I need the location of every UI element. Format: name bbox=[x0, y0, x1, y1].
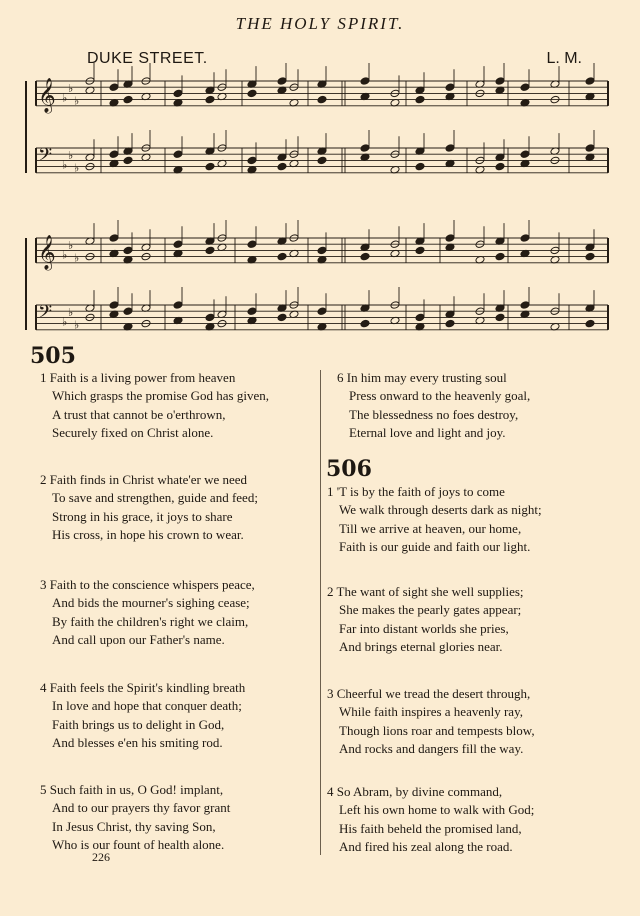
note-head bbox=[173, 301, 183, 310]
bass-clef-icon: 𝄢 bbox=[38, 145, 53, 170]
stanza-line: Left his own home to walk with God; bbox=[339, 802, 535, 818]
stanza-line: Strong in his grace, it joys to share bbox=[52, 508, 233, 524]
stanza-line: 2 Faith finds in Christ whate'er we need bbox=[40, 472, 248, 487]
note-head bbox=[109, 83, 119, 92]
hymn-505-stanza-6 bbox=[337, 369, 530, 443]
note-head bbox=[247, 89, 257, 98]
stanza-line: 3 Faith to the conscience whispers peace, bbox=[40, 577, 255, 592]
note-head bbox=[277, 77, 287, 86]
note-head bbox=[495, 77, 505, 86]
note-head bbox=[317, 307, 327, 316]
music-score bbox=[0, 0, 640, 345]
note-head bbox=[277, 162, 287, 171]
note-head bbox=[123, 156, 133, 165]
note-head bbox=[123, 95, 133, 104]
note-head bbox=[109, 150, 119, 159]
note-head bbox=[495, 162, 505, 171]
stanza-line: In love and hope that conquer death; bbox=[52, 698, 242, 714]
flat-icon: ♭ bbox=[74, 94, 80, 108]
meter: L. M. bbox=[546, 50, 582, 67]
stanza-line: She makes the pearly gates appear; bbox=[339, 602, 522, 618]
stanza-line: 2 The want of sight she well supplies; bbox=[327, 584, 524, 599]
stanza-line: We walk through deserts dark as night; bbox=[339, 502, 542, 518]
stanza-line: Though lions roar and tempests blow, bbox=[339, 722, 535, 738]
hymn-505-stanza-3 bbox=[40, 576, 255, 650]
flat-icon: ♭ bbox=[68, 306, 74, 320]
stanza-line: Securely fixed on Christ alone. bbox=[52, 425, 214, 441]
stanza-line: 3 Cheerful we tread the desert through, bbox=[327, 686, 531, 701]
note-head bbox=[415, 246, 425, 255]
stanza-line: Who is our fount of health alone. bbox=[52, 837, 225, 853]
stanza-line: Which grasps the promise God has given, bbox=[52, 388, 269, 404]
stanza-line: And blesses e'en his smiting rod. bbox=[52, 735, 223, 751]
tune-name: DUKE STREET. bbox=[87, 50, 208, 67]
stanza-line: 1 Faith is a living power from heaven bbox=[40, 370, 236, 385]
stanza-line: In Jesus Christ, thy saving Son, bbox=[52, 818, 216, 834]
stanza-line: And to our prayers thy favor grant bbox=[52, 800, 231, 816]
stanza-line: 1 'T is by the faith of joys to come bbox=[327, 484, 505, 499]
stanza-line: Faith brings us to delight in God, bbox=[52, 716, 225, 732]
stanza-line: And bids the mourner's sighing cease; bbox=[52, 595, 250, 611]
hymn-506-number: 506 bbox=[326, 456, 372, 482]
flat-icon: ♭ bbox=[68, 82, 74, 96]
stanza-line: By faith the children's right we claim, bbox=[52, 613, 249, 629]
hymn-506-stanza-4 bbox=[327, 783, 534, 857]
note-head bbox=[585, 252, 595, 261]
stanza-line: To save and strengthen, guide and feed; bbox=[52, 490, 258, 506]
page-number: 226 bbox=[92, 850, 110, 864]
flat-icon: ♭ bbox=[74, 161, 80, 175]
flat-icon: ♭ bbox=[68, 149, 74, 163]
treble-clef-icon: 𝄞 bbox=[38, 78, 56, 113]
bass-clef-icon: 𝄢 bbox=[38, 302, 53, 327]
note-head bbox=[277, 313, 287, 322]
stanza-line: His faith beheld the promised land, bbox=[339, 820, 522, 836]
note-head bbox=[585, 144, 595, 153]
note-head bbox=[360, 252, 370, 261]
note-head bbox=[277, 252, 287, 261]
flat-icon: ♭ bbox=[68, 239, 74, 253]
flat-icon: ♭ bbox=[62, 91, 68, 105]
note-head bbox=[415, 162, 425, 171]
note-head bbox=[205, 313, 215, 322]
hymn-506-stanza-2 bbox=[327, 583, 524, 657]
note-head bbox=[520, 234, 530, 243]
stanza-line: And brings eternal glories near. bbox=[339, 639, 503, 655]
note-head bbox=[205, 95, 215, 104]
note-head bbox=[495, 313, 505, 322]
note-head bbox=[205, 162, 215, 171]
note-head bbox=[317, 246, 327, 255]
note-head bbox=[109, 234, 119, 243]
stanza-line: The blessedness no foes destroy, bbox=[349, 406, 519, 422]
note-head bbox=[415, 95, 425, 104]
flat-icon: ♭ bbox=[74, 251, 80, 265]
note-head bbox=[520, 301, 530, 310]
hymn-505-stanza-4 bbox=[40, 679, 245, 753]
hymn-505-stanza-1 bbox=[40, 369, 269, 443]
column-divider bbox=[320, 370, 321, 855]
note-head bbox=[173, 150, 183, 159]
hymn-506-stanza-1 bbox=[327, 483, 542, 557]
note-head bbox=[360, 77, 370, 86]
note-head bbox=[123, 307, 133, 316]
note-head bbox=[520, 83, 530, 92]
note-head bbox=[247, 240, 257, 249]
note-head bbox=[360, 144, 370, 153]
note-head bbox=[123, 246, 133, 255]
stanza-line: Till we arrive at heaven, our home, bbox=[339, 520, 522, 536]
note-head bbox=[585, 77, 595, 86]
stanza-line: Eternal love and light and joy. bbox=[349, 425, 506, 441]
stanza-line: And call upon our Father's name. bbox=[52, 632, 225, 648]
note-head bbox=[445, 83, 455, 92]
note-head bbox=[317, 156, 327, 165]
stanza-line: Far into distant worlds she pries, bbox=[339, 620, 509, 636]
note-head bbox=[109, 301, 119, 310]
stanza-line: 5 Such faith in us, O God! implant, bbox=[40, 782, 224, 797]
note-head bbox=[173, 89, 183, 98]
hymn-505-stanza-5 bbox=[40, 781, 230, 855]
note-head bbox=[317, 95, 327, 104]
stanza-line: Faith is our guide and faith our light. bbox=[339, 539, 531, 555]
treble-clef-icon: 𝄞 bbox=[38, 235, 56, 270]
flat-icon: ♭ bbox=[62, 158, 68, 172]
stanza-line: His cross, in hope his crown to wear. bbox=[52, 527, 244, 543]
note-head bbox=[415, 313, 425, 322]
note-head bbox=[445, 234, 455, 243]
stanza-line: 6 In him may every trusting soul bbox=[337, 370, 507, 385]
note-head bbox=[360, 319, 370, 328]
note-head bbox=[247, 307, 257, 316]
hymn-505-stanza-2 bbox=[40, 471, 258, 545]
stanza-line: And rocks and dangers fill the way. bbox=[339, 741, 524, 757]
stanza-line: A trust that cannot be o'erthrown, bbox=[52, 406, 226, 422]
stanza-line: And fired his zeal along the road. bbox=[339, 839, 513, 855]
hymn-506-stanza-3 bbox=[327, 685, 535, 759]
note-head bbox=[520, 150, 530, 159]
flat-icon: ♭ bbox=[74, 318, 80, 332]
hymn-505-number: 505 bbox=[30, 343, 76, 369]
note-head bbox=[445, 319, 455, 328]
stanza-line: 4 Faith feels the Spirit's kindling breath bbox=[40, 680, 246, 695]
note-head bbox=[445, 144, 455, 153]
note-head bbox=[585, 319, 595, 328]
stanza-line: Press onward to the heavenly goal, bbox=[349, 388, 531, 404]
note-head bbox=[495, 252, 505, 261]
note-head bbox=[205, 246, 215, 255]
note-head bbox=[173, 240, 183, 249]
flat-icon: ♭ bbox=[62, 315, 68, 329]
flat-icon: ♭ bbox=[62, 248, 68, 262]
note-head bbox=[247, 156, 257, 165]
stanza-line: While faith inspires a heavenly ray, bbox=[339, 704, 523, 720]
section-title: THE HOLY SPIRIT. bbox=[235, 14, 405, 33]
stanza-line: 4 So Abram, by divine command, bbox=[327, 784, 503, 799]
